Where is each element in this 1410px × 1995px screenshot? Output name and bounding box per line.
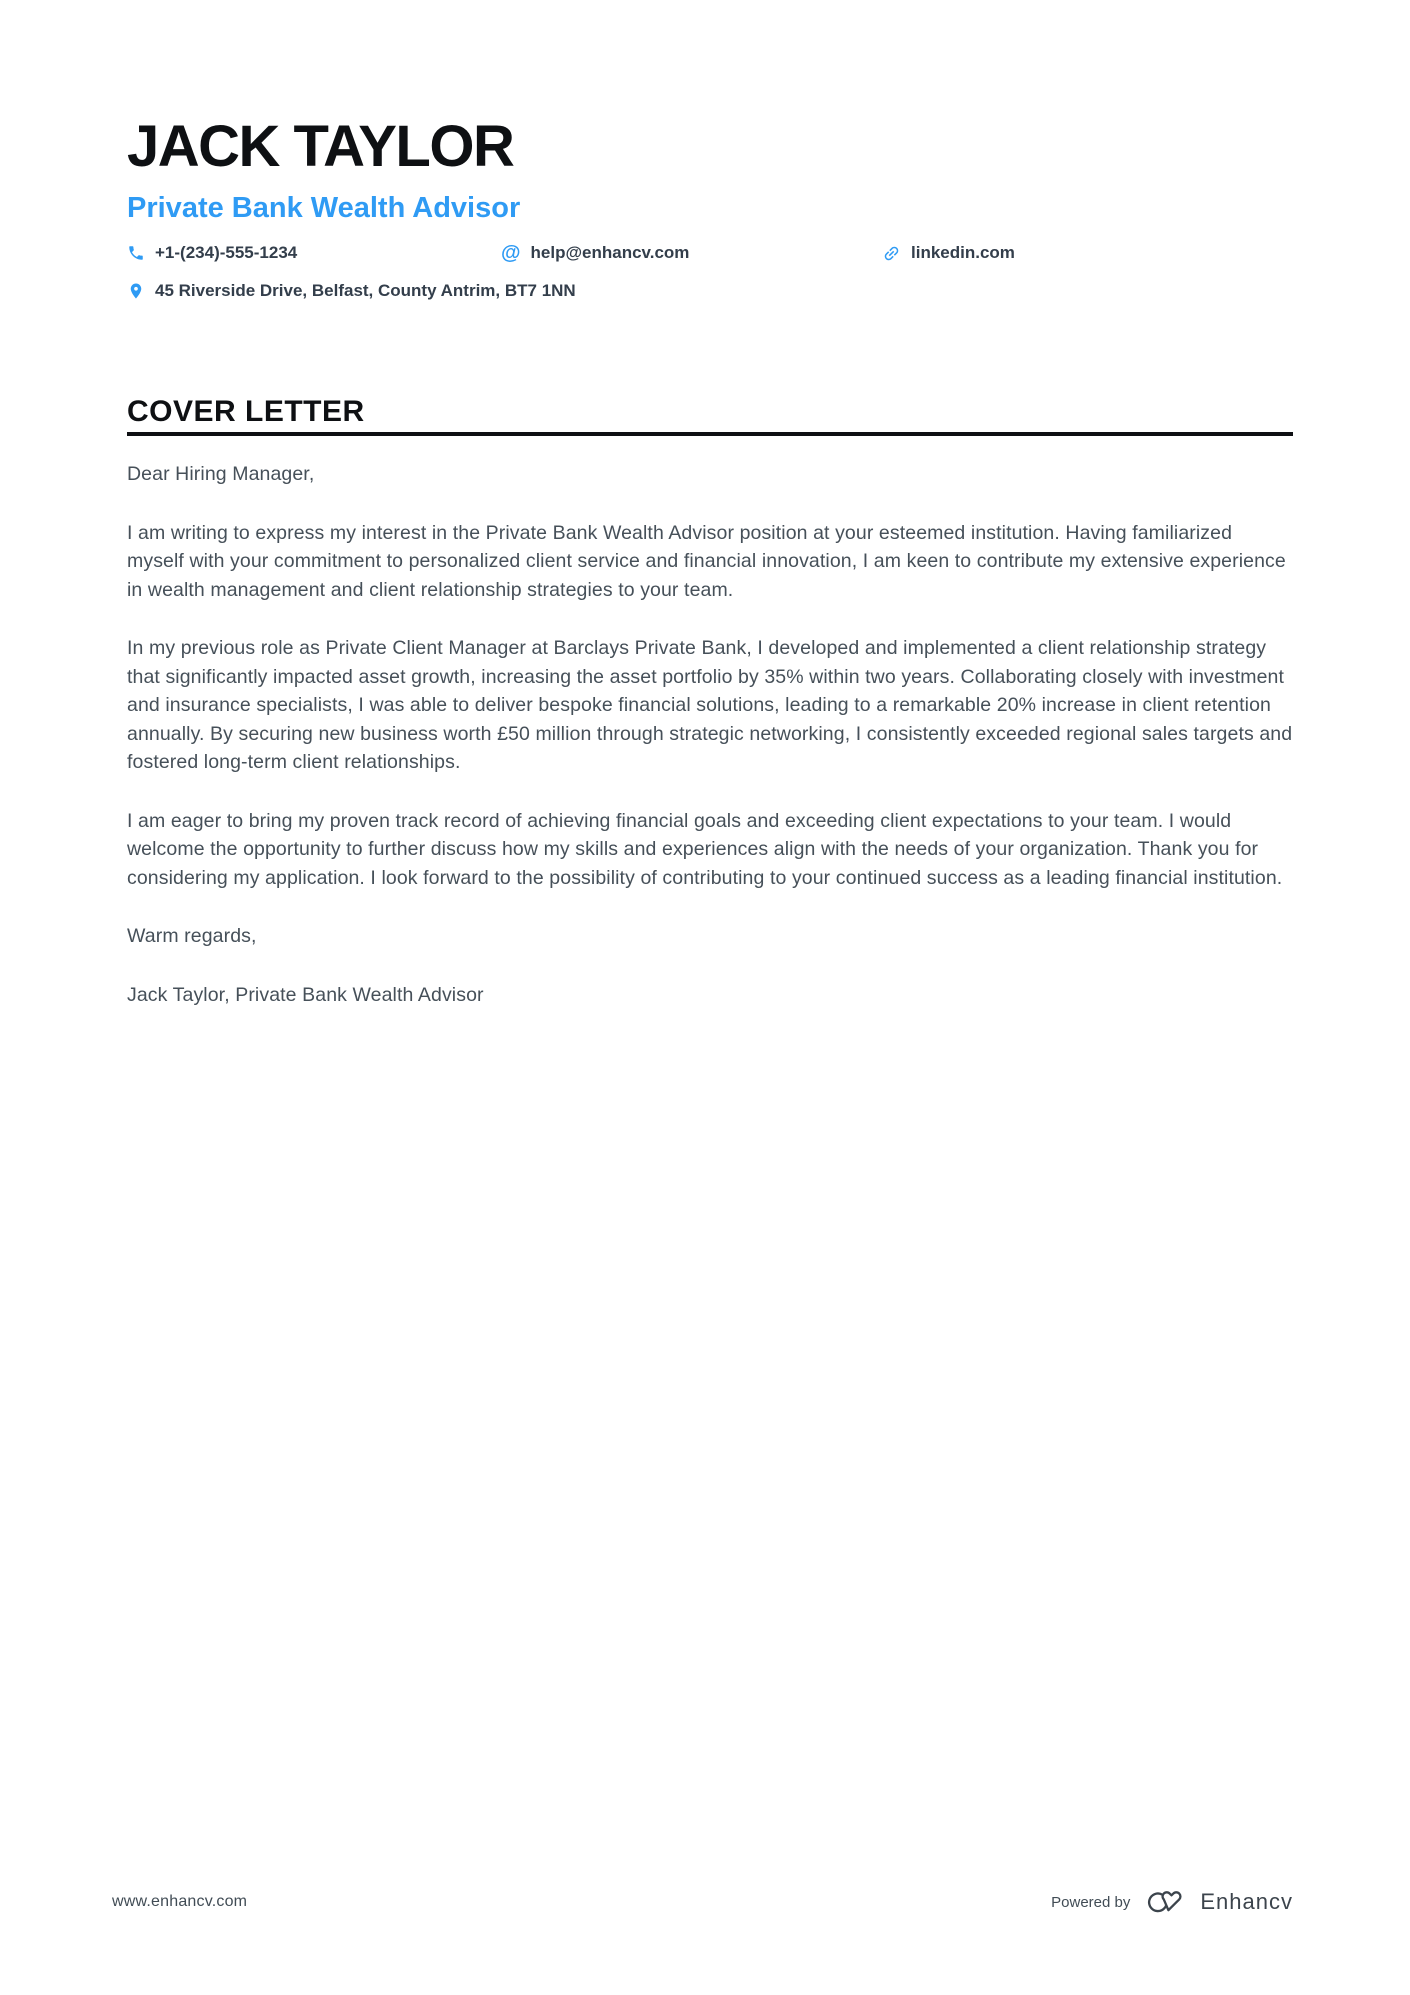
brand-wordmark: Enhancv <box>1200 1889 1293 1914</box>
letter-paragraph: I am eager to bring my proven track record of achieving financial goals and exceeding client expectations to your team. I would welcome the opportunity to further discuss how my skills and experiences align with the needs of your organization. Thank you for considering my application. I look forward to the possibility of contributing to your continued success as a leading financial institution. <box>127 809 1283 889</box>
salutation: Dear Hiring Manager, <box>127 463 315 485</box>
section-divider <box>127 432 1293 436</box>
link-icon <box>882 244 901 263</box>
at-icon: @ <box>501 242 521 264</box>
letter-body <box>127 460 1293 1009</box>
signature: Jack Taylor, Private Bank Wealth Advisor <box>127 983 484 1006</box>
site-url[interactable]: www.enhancv.com <box>112 1893 248 1910</box>
email-address[interactable]: help@enhancv.com <box>530 243 690 262</box>
person-name: JACK TAYLOR <box>127 114 514 179</box>
cover-letter-section <box>127 394 1293 1009</box>
powered-by[interactable] <box>1051 1889 1293 1915</box>
closing: Warm regards, <box>127 925 257 947</box>
contact-row-secondary <box>127 281 1293 301</box>
linkedin-contact[interactable] <box>882 243 1015 263</box>
linkedin-url[interactable]: linkedin.com <box>911 243 1015 262</box>
letter-paragraph: I am writing to express my interest in the Private Bank Wealth Advisor position at your esteemed institution. Having familiarized myself with your commitment to personalized client service and financial innovation, I am keen to contribute my extensive experience in wealth management and client relationship strategies to your team. <box>127 521 1286 601</box>
address-text: 45 Riverside Drive, Belfast, County Antrim, BT7 1NN <box>155 281 576 300</box>
location-pin-icon <box>127 282 145 300</box>
job-title: Private Bank Wealth Advisor <box>127 192 521 224</box>
contact-row-primary <box>127 243 1293 263</box>
section-title: COVER LETTER <box>127 395 365 428</box>
letter-paragraph: In my previous role as Private Client Manager at Barclays Private Bank, I developed and implemented a client relationship strategy that significantly impacted asset growth, increasing the asset portfolio by 35% within two years. Collaborating closely with investment and insurance specialists, I was able to deliver bespoke financial solutions, leading to a remarkable 20% increase in client retention annually. By securing new business worth £50 million through strategic networking, I consistently exceeded regional sales targets and fostered long-term client relationships. <box>127 637 1293 773</box>
email-contact[interactable] <box>501 243 882 263</box>
enhancv-logo-icon <box>1142 1889 1188 1915</box>
address-contact <box>127 281 576 301</box>
phone-contact <box>127 243 501 263</box>
powered-by-label: Powered by <box>1051 1893 1131 1911</box>
footer <box>112 1889 1293 1915</box>
phone-icon <box>127 244 145 262</box>
header <box>127 115 1293 301</box>
phone-number: +1-(234)-555-1234 <box>155 243 298 262</box>
